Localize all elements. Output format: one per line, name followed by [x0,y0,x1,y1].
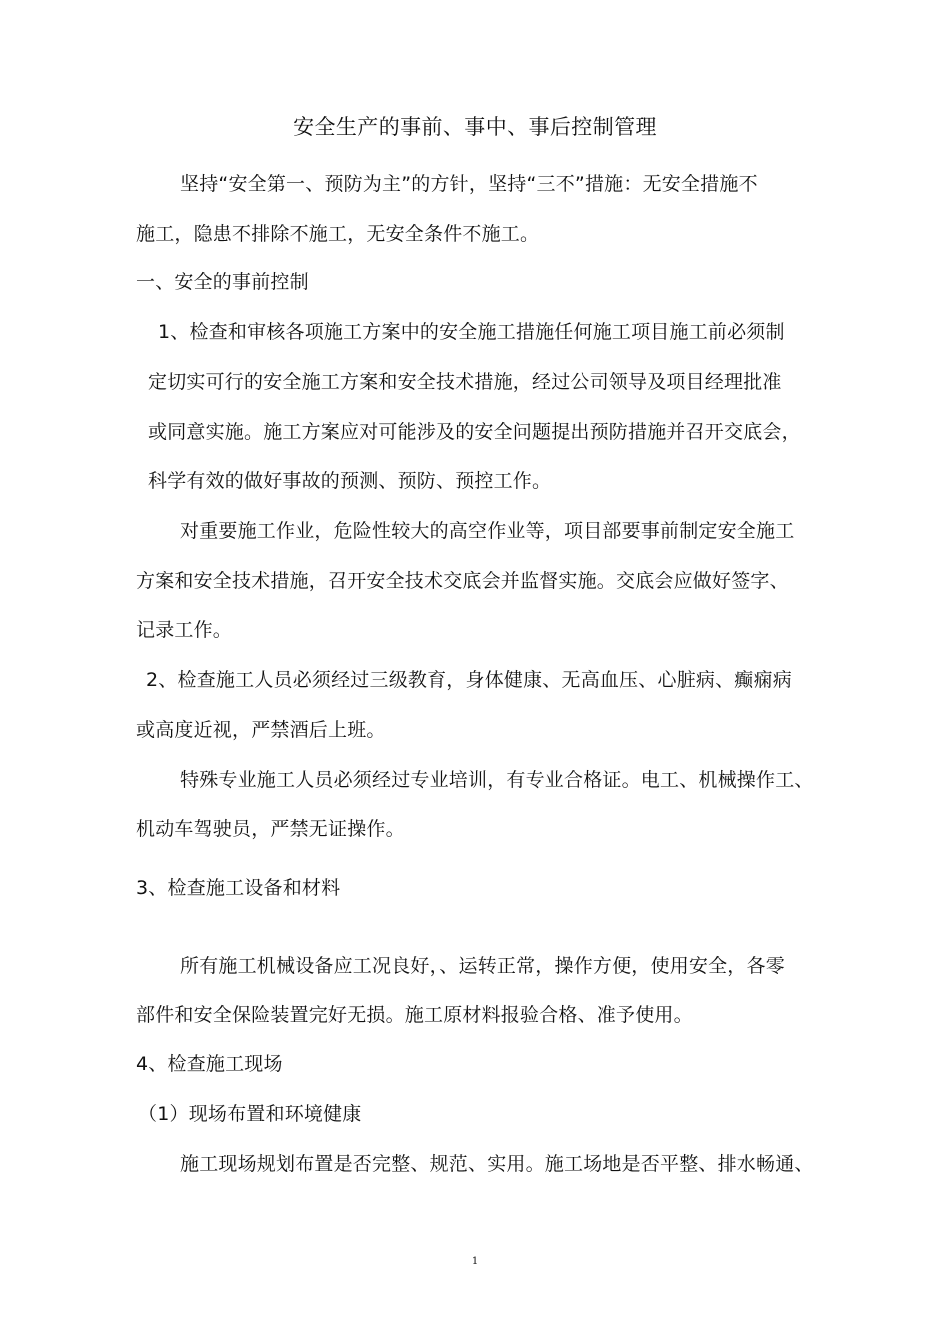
paragraph-line: 方案和安全技术措施，召开安全技术交底会并监督实施。交底会应做好签字、 [136,570,789,592]
section-heading: 3、检查施工设备和材料 [136,877,341,899]
paragraph-line: 科学有效的做好事故的预测、预防、预控工作。 [148,470,552,492]
paragraph-line: 施工，隐患不排除不施工，无安全条件不施工。 [136,223,540,245]
paragraph-line: 坚持“安全第一、预防为主”的方针，坚持“三不”措施：无安全措施不 [180,173,758,195]
paragraph-line: 特殊专业施工人员必须经过专业培训，有专业合格证。电工、机械操作工、 [180,769,814,791]
paragraph-line: 1、检查和审核各项施工方案中的安全施工措施任何施工项目施工前必须制 [158,321,785,343]
paragraph-line: 施工现场规划布置是否完整、规范、实用。施工场地是否平整、排水畅通、 [180,1153,814,1175]
section-heading: 4、检查施工现场 [136,1053,283,1075]
paragraph-line: 或高度近视，严禁酒后上班。 [136,719,386,741]
paragraph-line: 定切实可行的安全施工方案和安全技术措施，经过公司领导及项目经理批准 [148,371,782,393]
paragraph-line: 所有施工机械设备应工况良好，、运转正常，操作方便，使用安全，各零 [180,955,785,977]
paragraph-line: 对重要施工作业，危险性较大的高空作业等，项目部要事前制定安全施工 [180,520,795,542]
paragraph-line: 记录工作。 [136,619,233,641]
subsection-heading: （1）现场布置和环境健康 [138,1103,362,1125]
paragraph-line: 或同意实施。施工方案应对可能涉及的安全问题提出预防措施并召开交底会， [148,421,801,443]
page-number: 1 [471,1256,479,1267]
section-heading: 一、安全的事前控制 [136,271,309,293]
paragraph-line: 部件和安全保险装置完好无损。施工原材料报验合格、准予使用。 [136,1004,693,1026]
document-title: 安全生产的事前、事中、事后控制管理 [293,115,657,139]
paragraph-line: 机动车驾驶员，严禁无证操作。 [136,818,405,840]
paragraph-line: 2、检查施工人员必须经过三级教育，身体健康、无高血压、心脏病、癫痫病 [146,669,792,691]
